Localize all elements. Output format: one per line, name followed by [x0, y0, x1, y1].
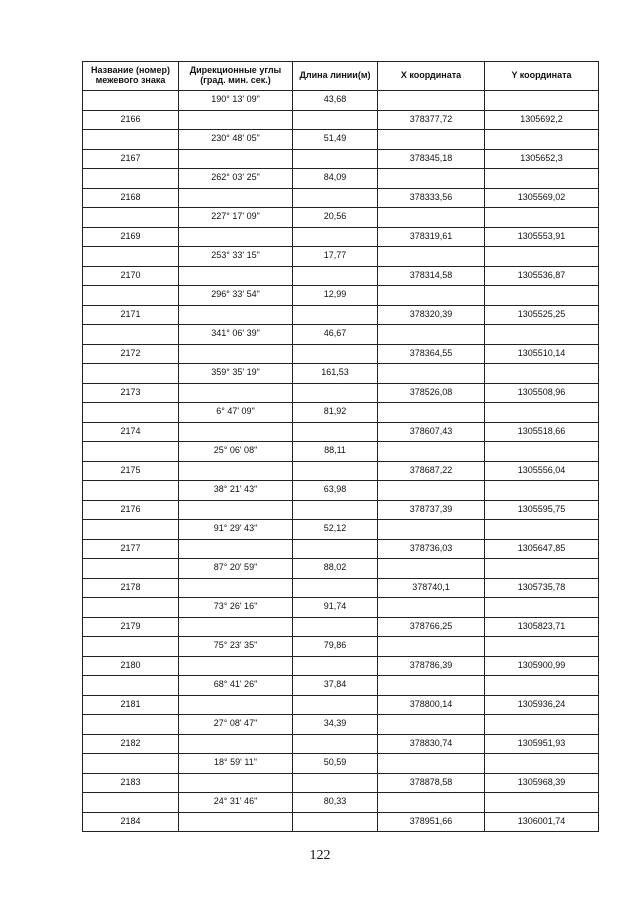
table-row [83, 793, 599, 813]
cell-y-coordinate: 1305556,04 [485, 461, 599, 481]
cell-line-length [293, 305, 378, 325]
cell-mark-name [83, 559, 179, 579]
table-row [83, 383, 599, 403]
cell-y-coordinate: 1305553,91 [485, 227, 599, 247]
cell-line-length [293, 344, 378, 364]
table-row [83, 617, 599, 637]
table-row [83, 520, 599, 540]
table-row [83, 247, 599, 267]
cell-mark-name [83, 403, 179, 423]
table-row [83, 91, 599, 111]
cell-line-length [293, 500, 378, 520]
table-row [83, 403, 599, 423]
cell-mark-name: 2179 [83, 617, 179, 637]
cell-y-coordinate [485, 325, 599, 345]
table-row [83, 578, 599, 598]
cell-direction-angle: 230° 48' 05" [179, 130, 293, 150]
cell-direction-angle [179, 656, 293, 676]
table-row [83, 442, 599, 462]
cell-mark-name [83, 481, 179, 501]
cell-line-length: 63,98 [293, 481, 378, 501]
cell-x-coordinate [378, 91, 485, 111]
cell-x-coordinate: 378345,18 [378, 149, 485, 169]
cell-line-length [293, 227, 378, 247]
cell-mark-name: 2166 [83, 110, 179, 130]
cell-mark-name: 2180 [83, 656, 179, 676]
cell-direction-angle [179, 422, 293, 442]
cell-mark-name: 2169 [83, 227, 179, 247]
cell-mark-name [83, 520, 179, 540]
cell-line-length [293, 383, 378, 403]
cell-direction-angle [179, 812, 293, 832]
table-row [83, 461, 599, 481]
cell-line-length: 50,59 [293, 754, 378, 774]
cell-y-coordinate: 1305647,85 [485, 539, 599, 559]
cell-mark-name: 2175 [83, 461, 179, 481]
cell-y-coordinate: 1305595,75 [485, 500, 599, 520]
cell-direction-angle [179, 617, 293, 637]
cell-x-coordinate [378, 637, 485, 657]
cell-line-length [293, 656, 378, 676]
cell-direction-angle [179, 578, 293, 598]
cell-x-coordinate: 378364,55 [378, 344, 485, 364]
table-row [83, 754, 599, 774]
cell-direction-angle: 87° 20' 59" [179, 559, 293, 579]
cell-y-coordinate: 1305692,2 [485, 110, 599, 130]
cell-mark-name: 2184 [83, 812, 179, 832]
cell-direction-angle [179, 266, 293, 286]
cell-line-length [293, 734, 378, 754]
cell-y-coordinate [485, 559, 599, 579]
cell-line-length [293, 617, 378, 637]
cell-x-coordinate [378, 169, 485, 189]
cell-line-length [293, 110, 378, 130]
cell-mark-name [83, 247, 179, 267]
cell-y-coordinate [485, 364, 599, 384]
cell-direction-angle [179, 344, 293, 364]
cell-line-length: 161,53 [293, 364, 378, 384]
table-row [83, 305, 599, 325]
cell-mark-name [83, 754, 179, 774]
cell-mark-name [83, 364, 179, 384]
cell-mark-name [83, 169, 179, 189]
cell-x-coordinate [378, 442, 485, 462]
cell-x-coordinate: 378830,74 [378, 734, 485, 754]
cell-mark-name: 2181 [83, 695, 179, 715]
header-x-coordinate: X координата [378, 62, 485, 91]
cell-x-coordinate [378, 676, 485, 696]
cell-mark-name [83, 715, 179, 735]
cell-mark-name [83, 325, 179, 345]
cell-direction-angle [179, 383, 293, 403]
table-row [83, 773, 599, 793]
cell-x-coordinate: 378786,39 [378, 656, 485, 676]
cell-direction-angle: 27° 08' 47" [179, 715, 293, 735]
cell-direction-angle: 68° 41' 26" [179, 676, 293, 696]
cell-direction-angle [179, 539, 293, 559]
cell-x-coordinate: 378951,66 [378, 812, 485, 832]
cell-mark-name: 2171 [83, 305, 179, 325]
cell-y-coordinate [485, 286, 599, 306]
cell-direction-angle: 253° 33' 15" [179, 247, 293, 267]
cell-direction-angle: 359° 35' 19" [179, 364, 293, 384]
cell-x-coordinate [378, 130, 485, 150]
cell-y-coordinate: 1305536,87 [485, 266, 599, 286]
cell-line-length: 51,49 [293, 130, 378, 150]
cell-direction-angle [179, 227, 293, 247]
cell-x-coordinate [378, 481, 485, 501]
cell-direction-angle: 24° 31' 46" [179, 793, 293, 813]
cell-direction-angle: 190° 13' 09" [179, 91, 293, 111]
cell-mark-name [83, 130, 179, 150]
cell-y-coordinate: 1305735,78 [485, 578, 599, 598]
table-row [83, 695, 599, 715]
cell-y-coordinate [485, 793, 599, 813]
cell-y-coordinate [485, 169, 599, 189]
table-header-row [83, 62, 599, 91]
table-row [83, 110, 599, 130]
cell-x-coordinate: 378736,03 [378, 539, 485, 559]
cell-direction-angle [179, 110, 293, 130]
cell-mark-name: 2182 [83, 734, 179, 754]
cell-x-coordinate: 378878,58 [378, 773, 485, 793]
table-row [83, 734, 599, 754]
table-row [83, 227, 599, 247]
cell-x-coordinate [378, 208, 485, 228]
header-direction-angle: Дирекционные углы (град. мин. сек.) [179, 62, 293, 91]
cell-x-coordinate [378, 520, 485, 540]
cell-x-coordinate: 378320,39 [378, 305, 485, 325]
cell-y-coordinate [485, 130, 599, 150]
cell-mark-name: 2173 [83, 383, 179, 403]
cell-y-coordinate: 1305900,99 [485, 656, 599, 676]
header-mark-name: Название (номер) межевого знака [83, 62, 179, 91]
cell-x-coordinate: 378333,56 [378, 188, 485, 208]
cell-line-length [293, 539, 378, 559]
cell-y-coordinate: 1305518,66 [485, 422, 599, 442]
cell-y-coordinate [485, 403, 599, 423]
cell-y-coordinate [485, 247, 599, 267]
cell-line-length: 46,67 [293, 325, 378, 345]
table-row [83, 812, 599, 832]
cell-line-length: 20,56 [293, 208, 378, 228]
cell-mark-name [83, 637, 179, 657]
cell-mark-name [83, 598, 179, 618]
cell-x-coordinate [378, 286, 485, 306]
header-y-coordinate: Y координата [485, 62, 599, 91]
boundary-marks-table [82, 61, 599, 832]
cell-direction-angle [179, 500, 293, 520]
cell-x-coordinate [378, 247, 485, 267]
table-row [83, 149, 599, 169]
table-row [83, 344, 599, 364]
cell-line-length: 84,09 [293, 169, 378, 189]
table-row [83, 169, 599, 189]
cell-direction-angle [179, 695, 293, 715]
cell-line-length: 12,99 [293, 286, 378, 306]
cell-y-coordinate: 1305652,3 [485, 149, 599, 169]
table-row [83, 208, 599, 228]
cell-y-coordinate [485, 715, 599, 735]
cell-y-coordinate [485, 91, 599, 111]
cell-y-coordinate: 1306001,74 [485, 812, 599, 832]
cell-line-length: 91,74 [293, 598, 378, 618]
table-body [83, 91, 599, 832]
cell-x-coordinate [378, 715, 485, 735]
table-row [83, 130, 599, 150]
cell-line-length [293, 422, 378, 442]
cell-direction-angle [179, 305, 293, 325]
cell-direction-angle: 18° 59' 11" [179, 754, 293, 774]
cell-y-coordinate [485, 676, 599, 696]
cell-x-coordinate: 378319,61 [378, 227, 485, 247]
cell-mark-name: 2167 [83, 149, 179, 169]
cell-line-length: 88,02 [293, 559, 378, 579]
cell-line-length: 79,86 [293, 637, 378, 657]
table-row [83, 637, 599, 657]
cell-x-coordinate [378, 403, 485, 423]
cell-line-length [293, 188, 378, 208]
cell-y-coordinate [485, 442, 599, 462]
cell-y-coordinate: 1305823,71 [485, 617, 599, 637]
table-row [83, 656, 599, 676]
cell-direction-angle [179, 149, 293, 169]
cell-x-coordinate [378, 364, 485, 384]
cell-direction-angle: 73° 26' 16" [179, 598, 293, 618]
cell-x-coordinate: 378687,22 [378, 461, 485, 481]
cell-direction-angle: 6° 47' 09" [179, 403, 293, 423]
table-row [83, 422, 599, 442]
cell-mark-name: 2183 [83, 773, 179, 793]
cell-x-coordinate [378, 559, 485, 579]
cell-x-coordinate [378, 325, 485, 345]
cell-direction-angle: 38° 21' 43" [179, 481, 293, 501]
cell-y-coordinate: 1305936,24 [485, 695, 599, 715]
table-row [83, 539, 599, 559]
table-row [83, 266, 599, 286]
cell-mark-name [83, 91, 179, 111]
cell-y-coordinate [485, 481, 599, 501]
cell-line-length: 88,11 [293, 442, 378, 462]
cell-y-coordinate: 1305951,93 [485, 734, 599, 754]
cell-direction-angle [179, 188, 293, 208]
cell-x-coordinate: 378526,08 [378, 383, 485, 403]
cell-direction-angle: 296° 33' 54" [179, 286, 293, 306]
cell-direction-angle: 91° 29' 43" [179, 520, 293, 540]
cell-direction-angle [179, 461, 293, 481]
cell-line-length [293, 578, 378, 598]
cell-line-length: 43,68 [293, 91, 378, 111]
cell-x-coordinate [378, 754, 485, 774]
cell-mark-name: 2177 [83, 539, 179, 559]
cell-line-length [293, 149, 378, 169]
cell-direction-angle: 227° 17' 09" [179, 208, 293, 228]
cell-mark-name [83, 442, 179, 462]
cell-direction-angle [179, 773, 293, 793]
table-row [83, 364, 599, 384]
cell-x-coordinate: 378766,25 [378, 617, 485, 637]
cell-x-coordinate: 378740,1 [378, 578, 485, 598]
cell-y-coordinate [485, 754, 599, 774]
cell-mark-name [83, 208, 179, 228]
cell-x-coordinate: 378607,43 [378, 422, 485, 442]
table-row [83, 676, 599, 696]
cell-line-length: 52,12 [293, 520, 378, 540]
cell-y-coordinate: 1305968,39 [485, 773, 599, 793]
cell-mark-name: 2170 [83, 266, 179, 286]
cell-mark-name: 2178 [83, 578, 179, 598]
cell-line-length: 17,77 [293, 247, 378, 267]
table-row [83, 188, 599, 208]
cell-y-coordinate [485, 637, 599, 657]
cell-line-length: 34,39 [293, 715, 378, 735]
table-row [83, 559, 599, 579]
table-row [83, 286, 599, 306]
cell-x-coordinate: 378737,39 [378, 500, 485, 520]
cell-mark-name: 2172 [83, 344, 179, 364]
cell-y-coordinate: 1305510,14 [485, 344, 599, 364]
cell-mark-name: 2176 [83, 500, 179, 520]
cell-x-coordinate: 378800,14 [378, 695, 485, 715]
cell-line-length [293, 695, 378, 715]
header-line-length: Длина линии(м) [293, 62, 378, 91]
cell-line-length: 80,33 [293, 793, 378, 813]
cell-x-coordinate [378, 793, 485, 813]
cell-mark-name [83, 286, 179, 306]
cell-x-coordinate [378, 598, 485, 618]
table-row [83, 598, 599, 618]
cell-direction-angle: 341° 06' 39" [179, 325, 293, 345]
cell-mark-name [83, 793, 179, 813]
cell-y-coordinate: 1305508,96 [485, 383, 599, 403]
cell-direction-angle: 262° 03' 25" [179, 169, 293, 189]
cell-mark-name: 2168 [83, 188, 179, 208]
cell-line-length [293, 812, 378, 832]
cell-line-length: 37,84 [293, 676, 378, 696]
cell-direction-angle: 75° 23' 35" [179, 637, 293, 657]
table-row [83, 481, 599, 501]
table-row [83, 500, 599, 520]
cell-y-coordinate [485, 208, 599, 228]
table-row [83, 715, 599, 735]
cell-line-length [293, 773, 378, 793]
cell-direction-angle [179, 734, 293, 754]
cell-y-coordinate [485, 520, 599, 540]
cell-y-coordinate: 1305525,25 [485, 305, 599, 325]
page-number: 122 [309, 848, 331, 863]
table-row [83, 325, 599, 345]
cell-x-coordinate: 378314,58 [378, 266, 485, 286]
cell-line-length: 81,92 [293, 403, 378, 423]
cell-line-length [293, 461, 378, 481]
cell-y-coordinate: 1305569,02 [485, 188, 599, 208]
cell-line-length [293, 266, 378, 286]
cell-mark-name: 2174 [83, 422, 179, 442]
cell-y-coordinate [485, 598, 599, 618]
cell-direction-angle: 25° 06' 08" [179, 442, 293, 462]
cell-x-coordinate: 378377,72 [378, 110, 485, 130]
cell-mark-name [83, 676, 179, 696]
